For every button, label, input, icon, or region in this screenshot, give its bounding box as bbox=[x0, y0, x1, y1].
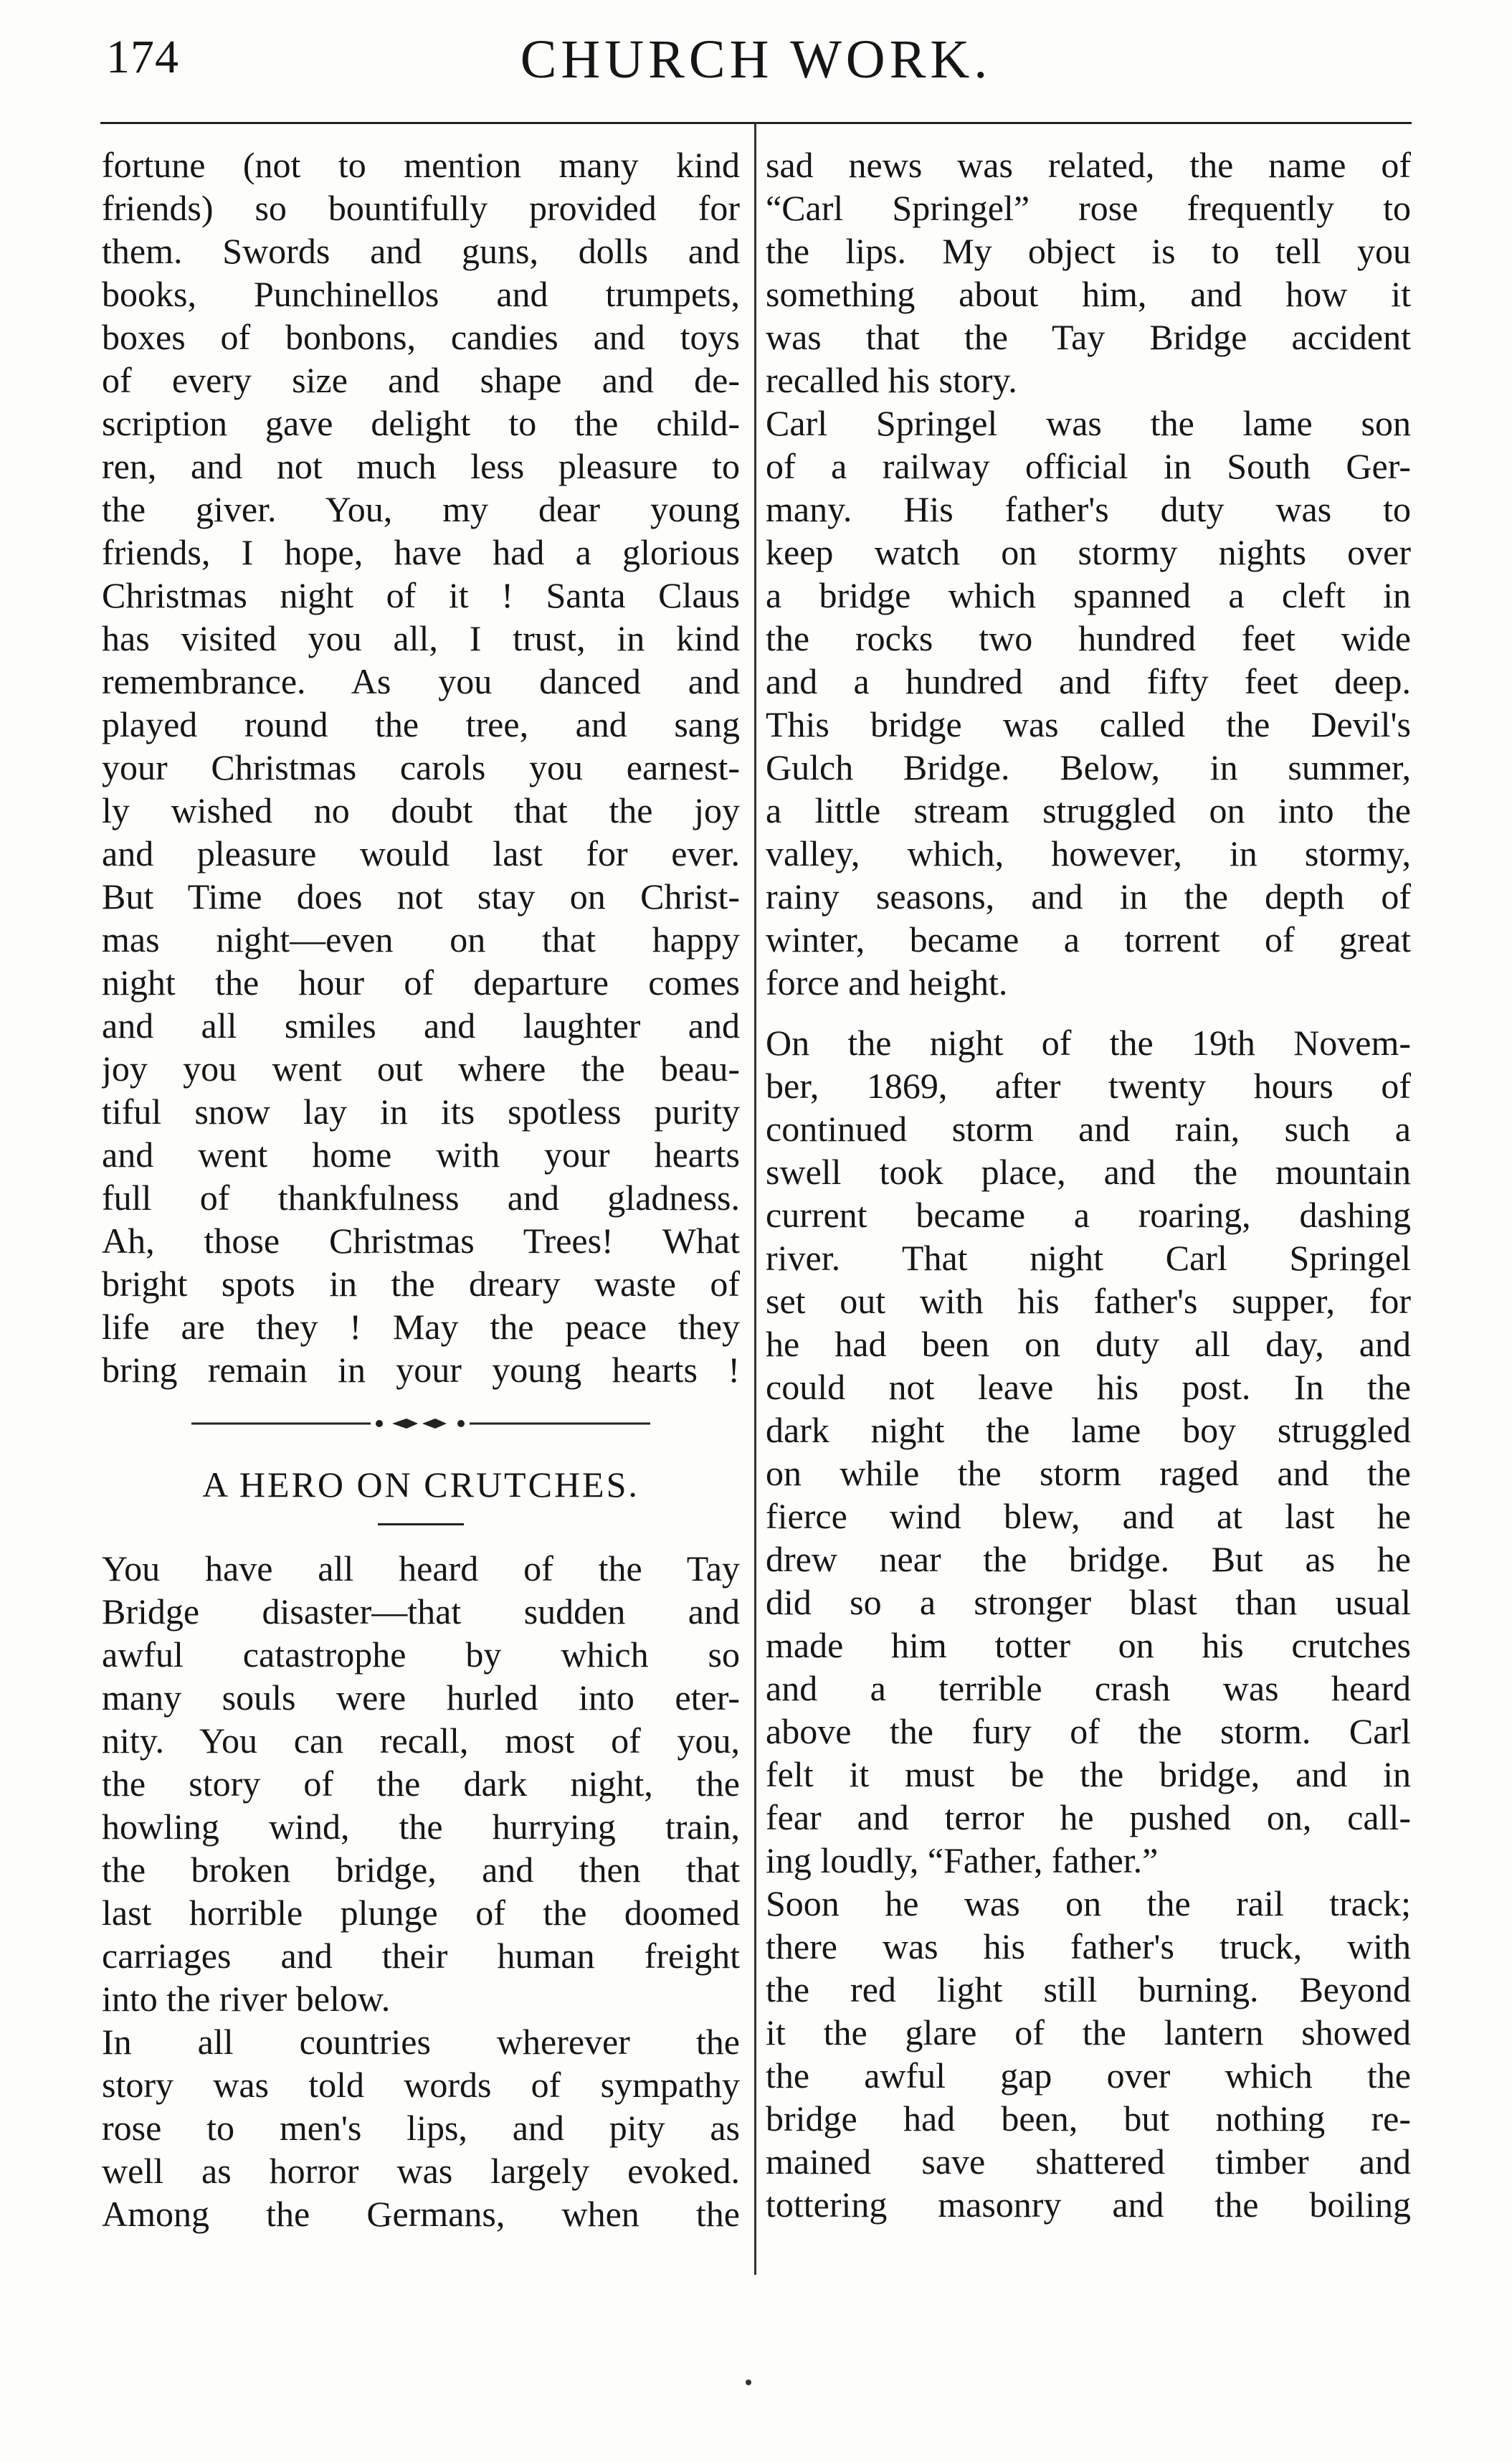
text-line: nity. You can recall, most of you, bbox=[102, 1720, 740, 1761]
text-line: ber, 1869, after twenty hours of bbox=[766, 1066, 1411, 1106]
text-line: there was his father's truck, with bbox=[766, 1926, 1411, 1966]
text-line: bright spots in the dreary waste of bbox=[102, 1264, 740, 1304]
title-rule bbox=[378, 1523, 464, 1525]
section-title: A HERO ON CRUTCHES. bbox=[202, 1464, 639, 1505]
text-line: many. His father's duty was to bbox=[766, 489, 1411, 529]
text-line: did so a stronger blast than usual bbox=[766, 1582, 1411, 1622]
text-line: ren, and not much less pleasure to bbox=[102, 446, 740, 486]
text-line: howling wind, the hurrying train, bbox=[102, 1807, 740, 1847]
text-line: But Time does not stay on Christ- bbox=[102, 876, 740, 917]
ornament-rule-icon bbox=[191, 1416, 650, 1431]
text-line: continued storm and rain, such a bbox=[766, 1109, 1411, 1149]
article-paragraph bbox=[766, 1021, 1411, 1882]
text-line: the broken bridge, and then that bbox=[102, 1850, 740, 1890]
text-line: dark night the lame boy struggled bbox=[766, 1410, 1411, 1450]
text-line: made him totter on his crutches bbox=[766, 1625, 1411, 1665]
text-line: Gulch Bridge. Below, in summer, bbox=[766, 747, 1411, 787]
text-line: a bridge which spanned a cleft in bbox=[766, 575, 1411, 615]
text-line: felt it must be the bridge, and in bbox=[766, 1754, 1411, 1794]
column-divider bbox=[754, 123, 756, 2275]
text-line: story was told words of sympathy bbox=[102, 2065, 740, 2105]
text-line: Bridge disaster—that sudden and bbox=[102, 1591, 740, 1632]
text-line: current became a roaring, dashing bbox=[766, 1195, 1411, 1235]
text-line: and a terrible crash was heard bbox=[766, 1668, 1411, 1708]
article-paragraph bbox=[766, 402, 1411, 1004]
text-line: last horrible plunge of the doomed bbox=[102, 1893, 740, 1933]
text-line: carriages and their human freight bbox=[102, 1936, 740, 1976]
text-line: and a hundred and fifty feet deep. bbox=[766, 661, 1411, 701]
left-column bbox=[102, 143, 740, 2235]
text-line: and all smiles and laughter and bbox=[102, 1005, 740, 1046]
text-line: fortune (not to mention many kind bbox=[102, 145, 740, 185]
article-paragraph bbox=[102, 1547, 740, 2020]
text-line: mas night—even on that happy bbox=[102, 919, 740, 960]
text-line: In all countries wherever the bbox=[102, 2022, 740, 2062]
text-line: bridge had been, but nothing re- bbox=[766, 2098, 1411, 2139]
text-line: the story of the dark night, the bbox=[102, 1763, 740, 1804]
text-line: your Christmas carols you earnest- bbox=[102, 747, 740, 787]
text-line: books, Punchinellos and trumpets, bbox=[102, 274, 740, 314]
text-line: tiful snow lay in its spotless purity bbox=[102, 1092, 740, 1132]
text-line: played round the tree, and sang bbox=[102, 704, 740, 744]
text-line: awful catastrophe by which so bbox=[102, 1634, 740, 1675]
right-column bbox=[766, 143, 1411, 2226]
text-line: and pleasure would last for ever. bbox=[102, 833, 740, 873]
journal-title: CHURCH WORK. bbox=[520, 29, 992, 90]
text-line: bring remain in your young hearts ! bbox=[102, 1350, 740, 1390]
text-line: mained save shattered timber and bbox=[766, 2141, 1411, 2182]
text-line: the lips. My object is to tell you bbox=[766, 231, 1411, 271]
text-line: fierce wind blew, and at last he bbox=[766, 1496, 1411, 1536]
article-paragraph bbox=[766, 1882, 1411, 2226]
text-line: Carl Springel was the lame son bbox=[766, 403, 1411, 443]
text-line: swell took place, and the mountain bbox=[766, 1152, 1411, 1192]
text-line: Among the Germans, when the bbox=[102, 2194, 740, 2234]
text-line: life are they ! May the peace they bbox=[102, 1307, 740, 1347]
text-line: winter, became a torrent of great bbox=[766, 919, 1411, 960]
text-line: Soon he was on the rail track; bbox=[766, 1883, 1411, 1923]
text-line: and went home with your hearts bbox=[102, 1135, 740, 1175]
text-line: sad news was related, the name of bbox=[766, 145, 1411, 185]
text-line: drew near the bridge. But as he bbox=[766, 1539, 1411, 1579]
text-line: Ah, those Christmas Trees! What bbox=[102, 1221, 740, 1261]
text-line: could not leave his post. In the bbox=[766, 1367, 1411, 1407]
text-line: them. Swords and guns, dolls and bbox=[102, 231, 740, 271]
text-line: many souls were hurled into eter- bbox=[102, 1677, 740, 1718]
text-line: recalled his story. bbox=[766, 360, 1017, 400]
text-line: Christmas night of it ! Santa Claus bbox=[102, 575, 740, 615]
text-line: keep watch on stormy nights over bbox=[766, 532, 1411, 572]
text-line: rainy seasons, and in the depth of bbox=[766, 876, 1411, 917]
section-ornament bbox=[102, 1391, 740, 1456]
text-line: On the night of the 19th Novem- bbox=[766, 1023, 1411, 1063]
text-line: This bridge was called the Devil's bbox=[766, 704, 1411, 744]
text-line: well as horror was largely evoked. bbox=[102, 2151, 740, 2191]
article-paragraph bbox=[102, 2020, 740, 2235]
text-line: rose to men's lips, and pity as bbox=[102, 2108, 740, 2148]
intro-paragraph bbox=[102, 143, 740, 1391]
text-line: into the river below. bbox=[102, 1979, 391, 2019]
ink-speck bbox=[746, 2380, 751, 2385]
text-line: the rocks two hundred feet wide bbox=[766, 618, 1411, 658]
text-line: fear and terror he pushed on, call- bbox=[766, 1797, 1411, 1837]
text-line: night the hour of departure comes bbox=[102, 962, 740, 1003]
text-line: “Carl Springel” rose frequently to bbox=[766, 188, 1411, 228]
article-paragraph bbox=[766, 143, 1411, 402]
text-line: river. That night Carl Springel bbox=[766, 1238, 1411, 1278]
text-line: a little stream struggled on into the bbox=[766, 790, 1411, 830]
text-line: was that the Tay Bridge accident bbox=[766, 317, 1411, 357]
text-line: force and height. bbox=[766, 962, 1008, 1003]
text-line: remembrance. As you danced and bbox=[102, 661, 740, 701]
text-line: the giver. You, my dear young bbox=[102, 489, 740, 529]
page-header bbox=[0, 0, 1512, 122]
page-number: 174 bbox=[106, 31, 179, 83]
text-line: ing loudly, “Father, father.” bbox=[766, 1840, 1159, 1880]
text-line: has visited you all, I trust, in kind bbox=[102, 618, 740, 658]
text-line: friends, I hope, have had a glorious bbox=[102, 532, 740, 572]
text-line: You have all heard of the Tay bbox=[102, 1548, 740, 1589]
paragraph-gap bbox=[766, 1004, 1411, 1021]
text-line: he had been on duty all day, and bbox=[766, 1324, 1411, 1364]
text-line: scription gave delight to the child- bbox=[102, 403, 740, 443]
text-line: valley, which, however, in stormy, bbox=[766, 833, 1411, 873]
text-line: ly wished no doubt that the joy bbox=[102, 790, 740, 830]
text-line: tottering masonry and the boiling bbox=[766, 2184, 1411, 2225]
text-line: it the glare of the lantern showed bbox=[766, 2012, 1411, 2053]
text-line: of every size and shape and de- bbox=[102, 360, 740, 400]
text-line: the awful gap over which the bbox=[766, 2055, 1411, 2096]
text-line: joy you went out where the beau- bbox=[102, 1048, 740, 1089]
text-line: friends) so bountifully provided for bbox=[102, 188, 740, 228]
text-line: above the fury of the storm. Carl bbox=[766, 1711, 1411, 1751]
text-line: boxes of bonbons, candies and toys bbox=[102, 317, 740, 357]
text-line: on while the storm raged and the bbox=[766, 1453, 1411, 1493]
text-line: set out with his father's supper, for bbox=[766, 1281, 1411, 1321]
text-line: the red light still burning. Beyond bbox=[766, 1969, 1411, 2009]
text-line: of a railway official in South Ger- bbox=[766, 446, 1411, 486]
text-line: something about him, and how it bbox=[766, 274, 1411, 314]
text-line: full of thankfulness and gladness. bbox=[102, 1178, 740, 1218]
